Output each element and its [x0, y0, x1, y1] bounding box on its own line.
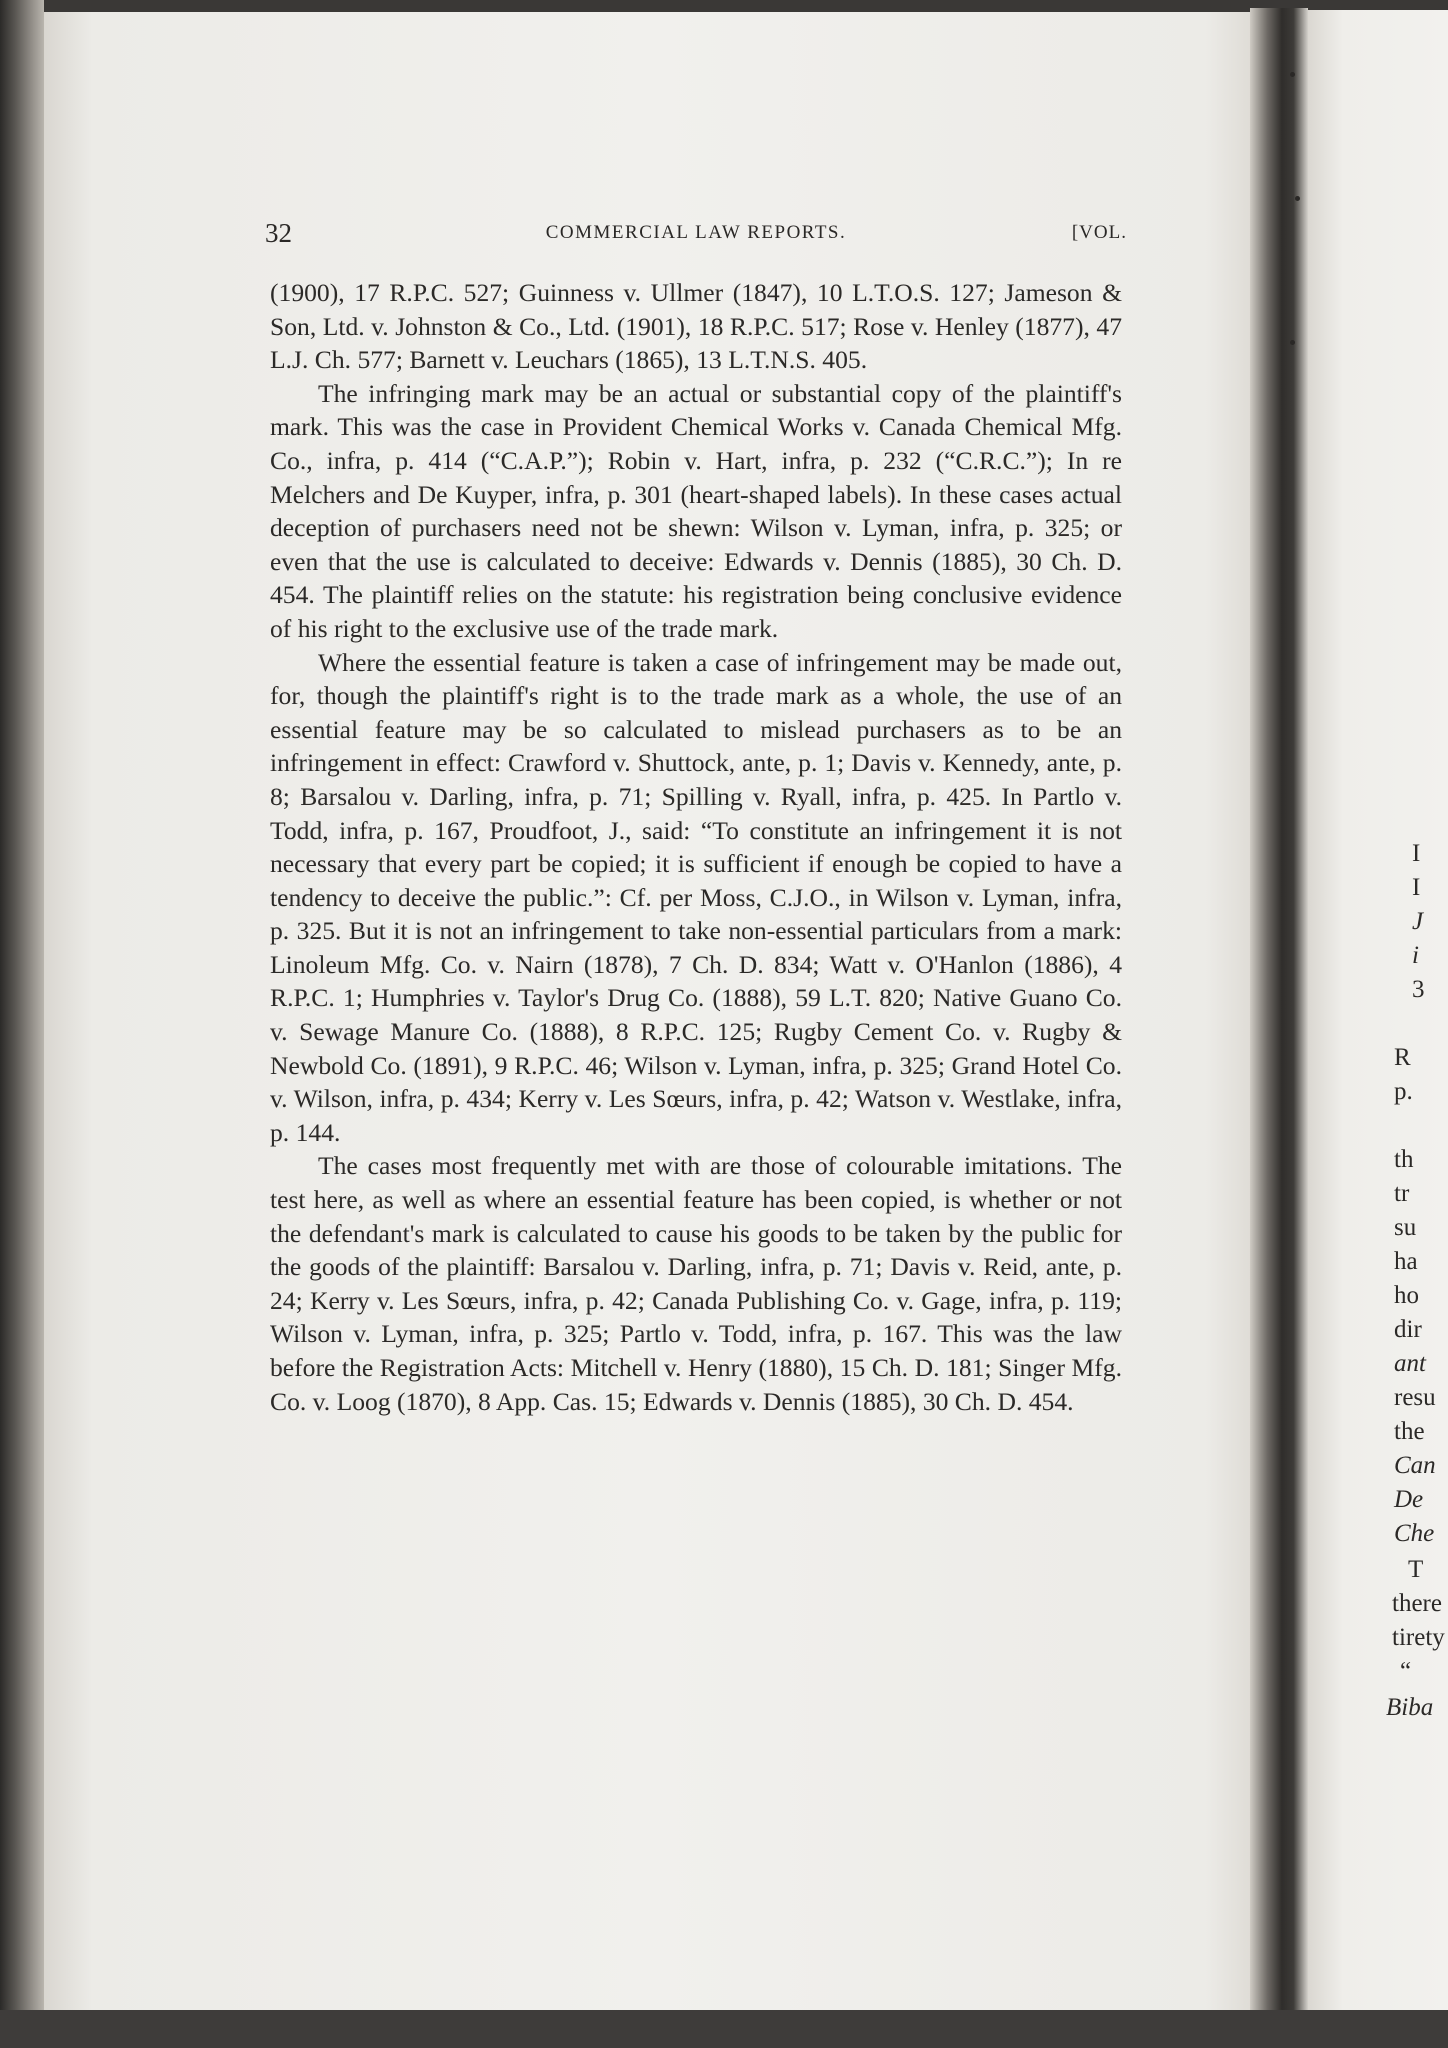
paragraph: Where the essential feature is taken a case of infringement may be made out, for, though the plaintiff's right is to the trade mark as a whole, the use of an essential feature may be so calculated to mislead purchasers as to be an infringement in effect: Crawford v. Shuttock, ante, p. 1; Davis v. Kennedy, ante, p. 8; Barsalou v. Darling, infra, p. 71; Spilling v. Ryall, infra, p. 425. In Partlo v. Todd, infra, p. 167, Proudfoot, J., said: “To constitute an infringement it is not necessary that every part be copied; it is sufficient if enough be copied to have a tendency to deceive the public.”: Cf. per Moss, C.J.O., in Wilson v. Lyman, infra, p. 325. But it is not an infringement to take non-essential particulars from a mark: Linoleum Mfg. Co. v. Nairn (1878), 7 Ch. D. 834; Watt v. O'Hanlon (1886), 4 R.P.C. 1; Humphries v. Taylor's Drug Co. (1888), 59 L.T. 820; Native Guano Co. v. Sewage Manure Co. (1888), 8 R.P.C. 125; Rugby Cement Co. v. Rugby & Newbold Co. (1891), 9 R.P.C. 46; Wilson v. Lyman, infra, p. 325; Grand Hotel Co. v. Wilson, infra, p. 434; Kerry v. Les Sœurs, infra, p. 42; Watson v. Westlake, infra, p. 144.	[270, 647, 1122, 1147]
facing-page-fragment: resu	[1394, 1384, 1436, 1411]
paragraph: The cases most frequently met with are those of colourable imitations. The test here, as well as where an essential feature has been copied, is whether or not the defendant's mark is calculated to cause his goods to be taken by the public for the goods of the plaintiff: Barsalou v. Darling, infra, p. 71; Davis v. Reid, ante, p. 24; Kerry v. Les Sœurs, infra, p. 42; Canada Publishing Co. v. Gage, infra, p. 119; Wilson v. Lyman, infra, p. 325; Partlo v. Todd, infra, p. 167. This was the law before the Registration Acts: Mitchell v. Henry (1880), 15 Ch. D. 181; Singer Mfg. Co. v. Loog (1870), 8 App. Cas. 15; Edwards v. Dennis (1885), 30 Ch. D. 454.	[270, 1151, 1122, 1416]
facing-page-fragment: ant	[1394, 1350, 1426, 1377]
book-gutter	[1250, 8, 1308, 2018]
facing-page-fragment: ha	[1394, 1248, 1418, 1275]
scan-speck	[1295, 196, 1300, 201]
facing-page-fragment: J	[1412, 908, 1424, 935]
facing-page-fragment: R	[1394, 1044, 1411, 1071]
paragraph: (1900), 17 R.P.C. 527; Guinness v. Ullmer (1847), 10 L.T.O.S. 127; Jameson & Son, Ltd. v. Johnston & Co., Ltd. (1901), 18 R.P.C. 517; Rose v. Henley (1877), 47 L.J. Ch. 577; Barnett v. Leuchars (1865), 13 L.T.N.S. 405.	[270, 278, 1122, 375]
facing-page-fragment: ho	[1394, 1282, 1419, 1309]
facing-page-fragment: I	[1412, 840, 1421, 867]
facing-page-fragment: Can	[1394, 1452, 1436, 1479]
facing-page-fragment: tirety	[1392, 1624, 1445, 1651]
scan-speck	[1290, 340, 1295, 345]
running-title: COMMERCIAL LAW REPORTS.	[545, 222, 847, 243]
body-text	[270, 276, 1122, 1418]
facing-page-fragment: T	[1408, 1556, 1424, 1583]
running-header	[265, 218, 1127, 254]
facing-page-fragment: the	[1394, 1418, 1425, 1445]
facing-page-fragment: tr	[1394, 1180, 1410, 1207]
facing-page-fragment: su	[1394, 1214, 1417, 1241]
facing-page-fragment: dir	[1394, 1316, 1422, 1343]
facing-page-fragment: Biba	[1386, 1694, 1434, 1721]
scan-speck	[1290, 72, 1295, 77]
facing-page-fragment: th	[1394, 1146, 1414, 1173]
facing-page-fragment: 3	[1412, 976, 1425, 1003]
volume-label: [VOL.	[1071, 222, 1127, 243]
paragraph: The infringing mark may be an actual or substantial copy of the plaintiff's mark. This was the case in Provident Chemical Works v. Canada Chemical Mfg. Co., infra, p. 414 (“C.A.P.”); Robin v. Hart, infra, p. 232 (“C.R.C.”); In re Melchers and De Kuyper, infra, p. 301 (heart-shaped labels). In these cases actual deception of purchasers need not be shewn: Wilson v. Lyman, infra, p. 325; or even that the use is calculated to deceive: Edwards v. Dennis (1885), 30 Ch. D. 454. The plaintiff relies on the statute: his registration being conclusive evidence of his right to the exclusive use of the trade mark.	[270, 378, 1122, 643]
facing-page-fragment: i	[1412, 942, 1419, 969]
scan-border-bottom	[0, 2010, 1448, 2048]
facing-page-fragment: “	[1400, 1658, 1412, 1685]
book-binding-edge	[0, 0, 44, 2048]
facing-page-fragment: De	[1394, 1486, 1424, 1513]
facing-page-fragment: Che	[1394, 1520, 1435, 1547]
facing-page-fragment: there	[1392, 1590, 1442, 1617]
facing-page-fragment: p.	[1394, 1078, 1413, 1105]
page-number: 32	[265, 218, 292, 248]
facing-page-fragment: I	[1412, 874, 1421, 901]
